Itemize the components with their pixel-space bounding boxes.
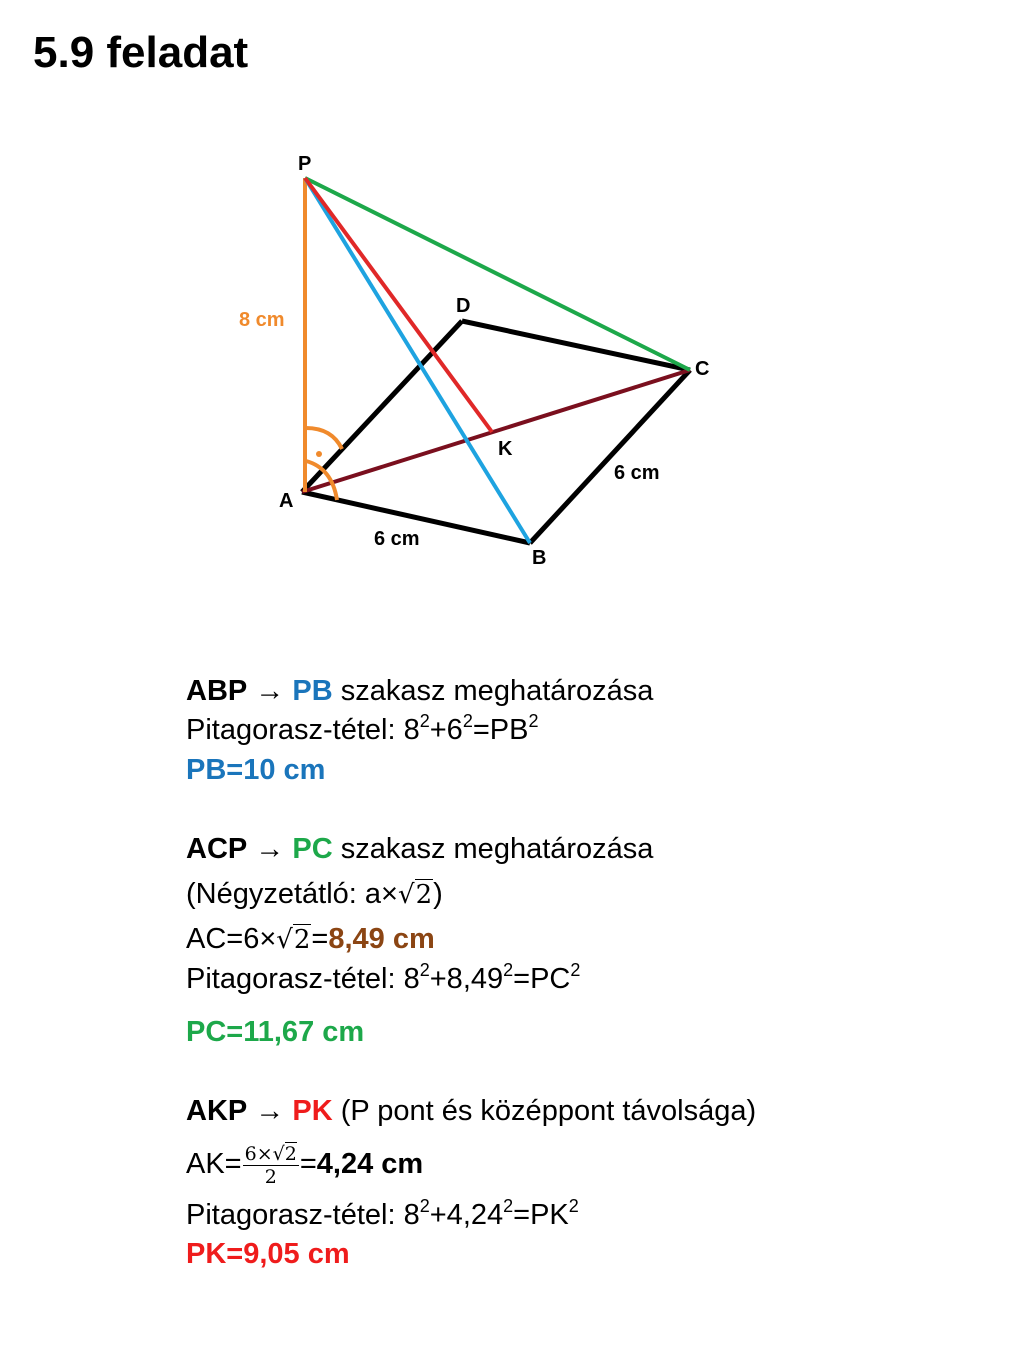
sec2-ac-eq: =	[311, 923, 329, 955]
sec3-frac-den: 2	[264, 1165, 277, 1188]
point-label-b: B	[532, 547, 547, 569]
sec2-diagonal-note	[186, 877, 443, 912]
sec1-pit-prefix: Pitagorasz-tétel: 8	[186, 714, 420, 746]
sec2-pythagoras	[186, 962, 580, 996]
sec3-pit-prefix: Pitagorasz-tétel: 8	[186, 1199, 420, 1231]
sec1-sup1: 2	[419, 711, 430, 731]
sec3-frac-rad: 2	[284, 1142, 297, 1165]
sec2-plus: +8,49	[429, 963, 504, 995]
sqrt-icon: √2	[276, 925, 311, 955]
sec1-pythagoras	[186, 713, 538, 747]
arrow-icon: →	[255, 833, 285, 865]
sec2-ac-radicand: 2	[293, 925, 311, 955]
sec3-sup3: 2	[568, 1196, 579, 1216]
right-angle-arc-upper	[306, 428, 342, 449]
sec1-rest: szakasz meghatározása	[332, 675, 654, 707]
sec3-ak-line	[186, 1140, 423, 1188]
sec2-sup3: 2	[570, 960, 581, 980]
sec2-heading	[186, 832, 653, 866]
sec2-segment: PC	[292, 833, 333, 865]
sec2-diag-close: )	[433, 878, 443, 910]
sqrt-icon: √	[272, 1142, 285, 1165]
sec2-radicand: 2	[415, 880, 433, 910]
sec1-sup3: 2	[528, 711, 539, 731]
sec3-rest: (P pont és középpont távolsága)	[332, 1095, 757, 1127]
sec3-heading	[186, 1094, 756, 1128]
sec2-diag-open: (Négyzetátló: a×	[186, 878, 398, 910]
sec1-plus6: +6	[429, 714, 463, 746]
point-label-p: P	[298, 153, 312, 175]
sec3-ak-value: 4,24 cm	[316, 1148, 424, 1180]
sec3-eq-pk: =PK	[513, 1199, 569, 1231]
sec2-eq-pc: =PC	[513, 963, 571, 995]
sec1-eq-pb: =PB	[472, 714, 529, 746]
sec2-rest: szakasz meghatározása	[332, 833, 654, 865]
sec3-fraction	[243, 1143, 299, 1188]
sec2-pit-prefix: Pitagorasz-tétel: 8	[186, 963, 420, 995]
sec1-triangle: ABP	[186, 675, 248, 707]
sec3-segment: PK	[292, 1095, 333, 1127]
sec2-ac-line	[186, 922, 435, 957]
sec3-ak-prefix: AK=	[186, 1148, 242, 1180]
sec2-result: PC=11,67 cm	[186, 1016, 365, 1048]
arrow-icon: →	[255, 675, 285, 707]
sec2-ac-prefix: AC=6×	[186, 923, 277, 955]
right-angle-dot	[316, 451, 322, 457]
sec3-frac-num: 6×	[244, 1142, 273, 1165]
point-label-d: D	[456, 295, 471, 317]
point-label-k: K	[498, 438, 513, 460]
point-label-c: C	[695, 358, 710, 380]
sqrt-icon: √2	[397, 880, 433, 910]
pyramid-figure	[0, 0, 1034, 620]
arrow-icon: →	[255, 1095, 285, 1127]
page-title: 5.9 feladat	[33, 28, 249, 77]
sec1-result: PB=10 cm	[186, 754, 326, 786]
sec1-heading	[186, 674, 653, 708]
sec3-sup2: 2	[503, 1196, 514, 1216]
sec3-ak-eq: =	[299, 1148, 317, 1180]
sec3-pythagoras	[186, 1198, 579, 1232]
sec3-triangle: AKP	[186, 1095, 248, 1127]
sec1-sup2: 2	[462, 711, 473, 731]
side-ab-label: 6 cm	[374, 528, 420, 550]
sec3-sup1: 2	[419, 1196, 430, 1216]
sec2-sup1: 2	[419, 960, 430, 980]
sec2-sup2: 2	[503, 960, 514, 980]
edge-cd	[462, 321, 690, 370]
sec3-plus: +4,24	[429, 1199, 504, 1231]
sec2-ac-value: 8,49 cm	[328, 923, 435, 955]
point-label-a: A	[279, 490, 294, 512]
height-label: 8 cm	[239, 309, 285, 331]
sec2-triangle: ACP	[186, 833, 248, 865]
sec1-segment: PB	[292, 675, 333, 707]
side-bc-label: 6 cm	[614, 462, 660, 484]
sec3-result: PK=9,05 cm	[186, 1238, 350, 1270]
